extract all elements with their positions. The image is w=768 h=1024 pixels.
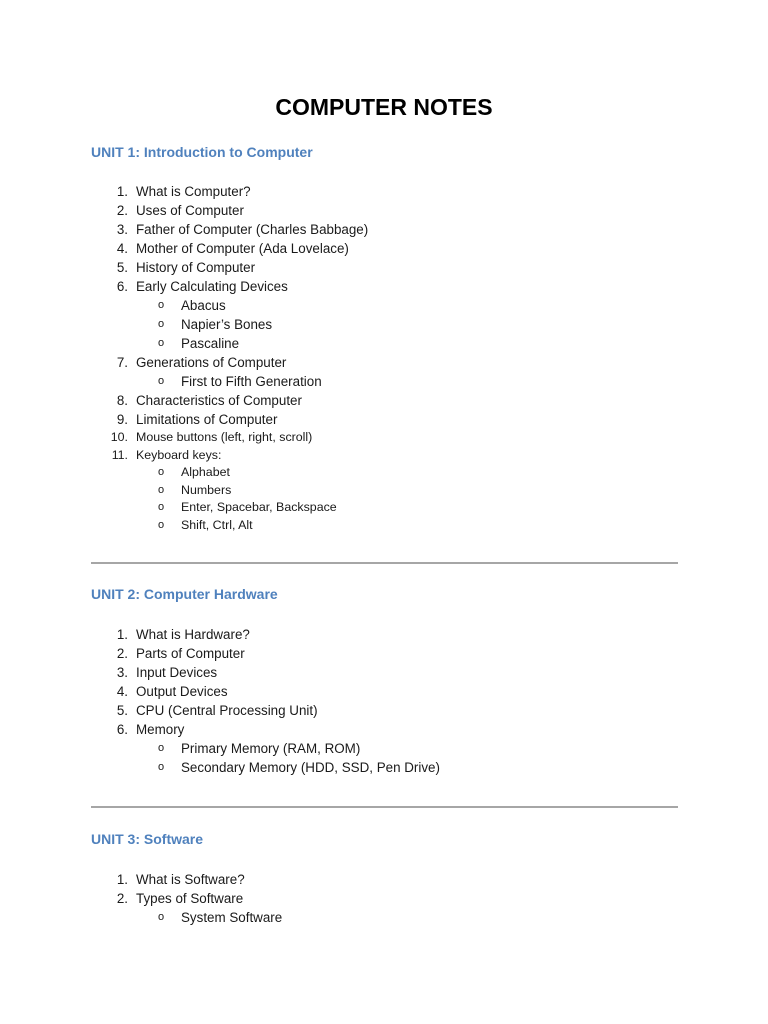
circle-bullet-icon: o xyxy=(158,518,165,531)
unit-2-section xyxy=(91,584,691,775)
circle-bullet-icon: o xyxy=(158,337,165,349)
list-item: 7. Generations of Computer xyxy=(116,355,287,370)
unit-2-heading: UNIT 2: Computer Hardware xyxy=(91,586,278,602)
sub-list-item: o Secondary Memory (HDD, SSD, Pen Drive) xyxy=(158,760,440,775)
circle-bullet-icon: o xyxy=(158,501,165,513)
list-item: 8. Characteristics of Computer xyxy=(116,393,302,408)
circle-bullet-icon: o xyxy=(158,483,165,496)
list-item: 9. Limitations of Computer xyxy=(116,412,278,427)
unit-1-section xyxy=(91,142,691,532)
sub-list-item: o Napier’s Bones xyxy=(158,317,273,332)
list-item: 6. Early Calculating Devices xyxy=(116,279,288,294)
list-item: 2. Uses of Computer xyxy=(116,203,244,218)
sub-list-item: o Alphabet xyxy=(91,464,691,482)
sub-list-item: o Enter, Spacebar, Backspace xyxy=(91,499,691,517)
circle-bullet-icon: o xyxy=(158,299,165,311)
circle-bullet-icon: o xyxy=(158,742,165,754)
sub-list-item: o Pascaline xyxy=(158,336,240,351)
sub-list-item: o Primary Memory (RAM, ROM) xyxy=(158,741,361,756)
unit-3-heading: UNIT 3: Software xyxy=(91,831,204,847)
list-item: 3. Input Devices xyxy=(116,665,218,680)
list-item: 5. CPU (Central Processing Unit) xyxy=(116,703,318,718)
list-item: 6. Memory xyxy=(116,722,185,737)
circle-bullet-icon: o xyxy=(158,375,165,387)
section-divider xyxy=(91,806,678,808)
list-item: 1. What is Computer? xyxy=(116,184,251,199)
unit-1-heading: UNIT 1: Introduction to Computer xyxy=(91,144,313,160)
sub-list-item: o System Software xyxy=(158,910,283,925)
sub-list-item: o Numbers xyxy=(91,482,691,500)
list-item: 4. Output Devices xyxy=(116,684,228,699)
section-divider xyxy=(91,562,678,564)
circle-bullet-icon: o xyxy=(158,911,165,923)
sub-list-item: o Abacus xyxy=(158,298,226,313)
list-item: 1. What is Hardware? xyxy=(116,627,250,642)
circle-bullet-icon: o xyxy=(158,318,165,330)
sub-list-item: o Shift, Ctrl, Alt xyxy=(91,517,691,535)
unit-3-list xyxy=(91,870,691,927)
page-title: COMPUTER NOTES xyxy=(275,94,493,120)
circle-bullet-icon: o xyxy=(158,466,165,478)
list-item: 10. Mouse buttons (left, right, scroll) xyxy=(110,430,313,444)
list-item: 11. Keyboard keys: xyxy=(111,447,222,462)
list-item: 2. Parts of Computer xyxy=(116,646,245,661)
circle-bullet-icon: o xyxy=(158,761,165,773)
list-item: 1. What is Software? xyxy=(116,872,245,887)
list-item: 3. Father of Computer (Charles Babbage) xyxy=(116,222,369,237)
unit-2-list xyxy=(91,625,691,777)
list-item: 4. Mother of Computer (Ada Lovelace) xyxy=(116,241,349,256)
list-item: 5. History of Computer xyxy=(116,260,256,275)
list-item: 2. Types of Software xyxy=(116,891,244,906)
unit-3-section xyxy=(91,829,691,925)
sub-list-item: o First to Fifth Generation xyxy=(158,374,322,389)
unit-1-list xyxy=(91,182,691,534)
